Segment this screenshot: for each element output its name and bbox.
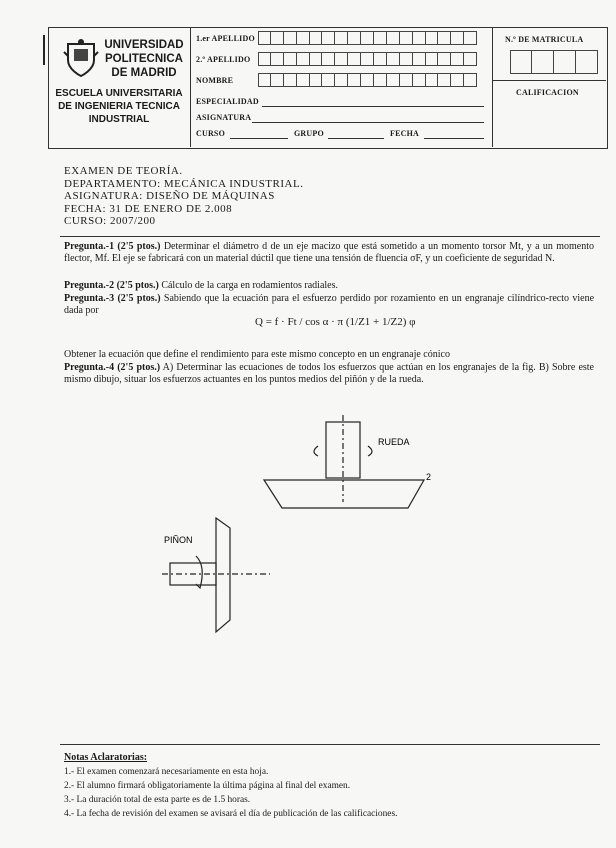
question-2 bbox=[64, 280, 594, 292]
question-4-title: Pregunta.-4 (2'5 ptos.) bbox=[64, 362, 161, 373]
curso-label: CURSO bbox=[196, 129, 226, 138]
apellido1-field[interactable] bbox=[258, 31, 477, 45]
question-3-title: Pregunta.-3 (2'5 ptos.) bbox=[64, 293, 161, 304]
apellido2-field[interactable] bbox=[258, 52, 477, 66]
school-line-1: ESCUELA UNIVERSITARIA bbox=[55, 88, 183, 99]
question-2-text: Cálculo de la carga en rodamientos radiales. bbox=[161, 280, 339, 291]
exam-subject: ASIGNATURA: DISEÑO DE MÁQUINAS bbox=[64, 190, 275, 202]
exam-date: FECHA: 31 DE ENERO DE 2.008 bbox=[64, 202, 233, 215]
apellido1-label: 1.er APELLIDO bbox=[196, 34, 255, 43]
top-rule bbox=[60, 236, 600, 237]
university-crest-icon bbox=[62, 38, 100, 78]
bottom-rule bbox=[60, 744, 600, 745]
apellido2-label: 2.º APELLIDO bbox=[196, 55, 251, 64]
university-line-1: UNIVERSIDAD bbox=[104, 39, 184, 51]
notes-title: Notas Aclaratorias: bbox=[64, 752, 148, 763]
question-2-title: Pregunta.-2 (2'5 ptos.) bbox=[64, 280, 159, 291]
bevel-gear-drawing bbox=[150, 410, 450, 650]
question-1-text: Determinar el diámetro d de un eje macizo que está sometido a un momento torsor Mt, y a un momento flector, Mf. El eje se fabricará con un material dúctil que tiene una tensión de fluencia σF, y un coeficiente de seguridad N. bbox=[64, 241, 595, 265]
header-divider-1 bbox=[190, 27, 191, 147]
school-line-2: DE INGENIERIA TECNICA bbox=[58, 101, 180, 112]
fecha-label: FECHA bbox=[390, 129, 419, 138]
note-4: 4.- La fecha de revisión del examen se avisará el día de publicación de las calificaciones. bbox=[64, 809, 398, 819]
header-divider-h bbox=[492, 80, 606, 81]
question-3 bbox=[64, 293, 594, 318]
margin-mark bbox=[43, 35, 45, 65]
especialidad-field[interactable] bbox=[262, 106, 484, 107]
question-3-text: Sabiendo que la ecuación para el esfuerzo perdido por rozamiento en un engranaje cilíndrico-recto viene dada por bbox=[64, 293, 595, 317]
matricula-field[interactable] bbox=[510, 50, 598, 74]
curso-field[interactable] bbox=[230, 138, 288, 139]
question-3-continuation: Obtener la ecuación que define el rendimiento para este mismo concepto en un engranaje cónico bbox=[64, 349, 450, 360]
university-name bbox=[104, 38, 184, 80]
matricula-label: N.º DE MATRICULA bbox=[505, 35, 584, 44]
exam-info bbox=[64, 165, 303, 228]
exam-type: EXAMEN DE TEORÍA. bbox=[64, 165, 183, 177]
note-3: 3.- La duración total de esta parte es de 1.5 horas. bbox=[64, 795, 251, 805]
school-line-3: INDUSTRIAL bbox=[88, 114, 150, 125]
friction-formula: Q = f · Ft / cos α · π (1/Z1 + 1/Z2) φ bbox=[255, 316, 416, 328]
nombre-label: NOMBRE bbox=[196, 76, 234, 85]
fecha-field[interactable] bbox=[424, 138, 484, 139]
school-name bbox=[50, 87, 188, 126]
note-1: 1.- El examen comenzará necesariamente en esta hoja. bbox=[64, 767, 269, 777]
asignatura-field[interactable] bbox=[252, 122, 484, 123]
calificacion-label: CALIFICACION bbox=[516, 88, 579, 97]
university-line-3: DE MADRID bbox=[111, 67, 177, 79]
especialidad-label: ESPECIALIDAD bbox=[196, 97, 259, 106]
wheel-gear bbox=[264, 415, 424, 508]
exam-course: CURSO: 2007/200 bbox=[64, 215, 156, 227]
exam-department: DEPARTAMENTO: MECÁNICA INDUSTRIAL. bbox=[64, 177, 304, 190]
grupo-label: GRUPO bbox=[294, 129, 324, 138]
wheel-label: RUEDA bbox=[378, 437, 410, 447]
university-line-2: POLITECNICA bbox=[105, 53, 183, 65]
nombre-field[interactable] bbox=[258, 73, 477, 87]
question-1-title: Pregunta.-1 (2'5 ptos.) bbox=[64, 241, 161, 252]
header-divider-2 bbox=[492, 27, 493, 147]
question-4-text: A) Determinar las ecuaciones de todos los esfuerzos que actúan en los engranajes de la fig. B) Sobre este mismo dibujo, situar los esfuerzos actuantes en los puntos medios del piñón y de la rueda. bbox=[64, 362, 594, 386]
note-2: 2.- El alumno firmará obligatoriamente la última página al final del examen. bbox=[64, 781, 351, 791]
question-1 bbox=[64, 241, 594, 266]
question-4 bbox=[64, 362, 594, 387]
pinion-label: PIÑON bbox=[164, 535, 193, 545]
asignatura-label: ASIGNATURA bbox=[196, 113, 252, 122]
wheel-number: 2 bbox=[426, 472, 432, 482]
grupo-field[interactable] bbox=[328, 138, 384, 139]
